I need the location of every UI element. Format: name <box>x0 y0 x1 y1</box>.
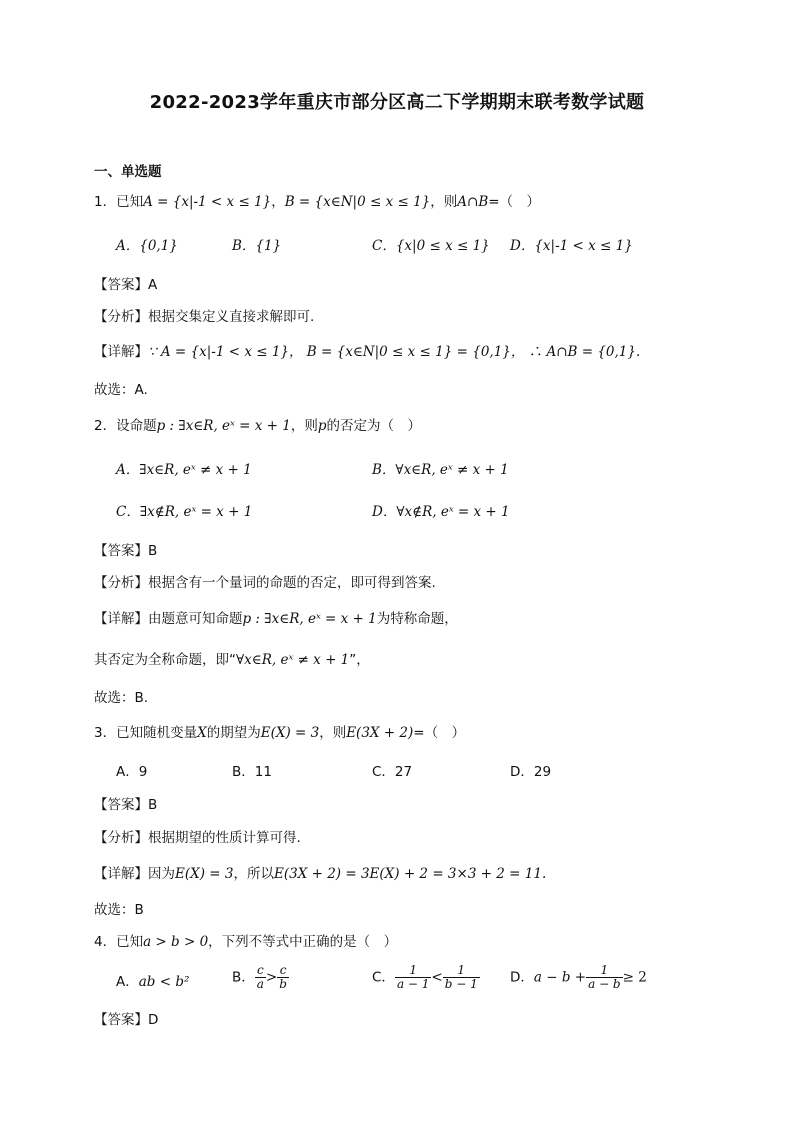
q4-option-b-frac1: $\frac{c}{a}$ <box>256 963 264 991</box>
q1-detail <box>94 342 640 362</box>
q3-e3: E(3X + 2) <box>346 725 414 741</box>
q3-option-c: C．27 <box>372 764 413 780</box>
detail-tag: 【详解】 <box>94 344 148 360</box>
q2-detail-prop: p : ∃x∈R, eˣ = x + 1 <box>242 611 377 627</box>
q2-detail <box>94 609 458 629</box>
answer-tag: 【答案】 <box>94 277 148 293</box>
analysis-tag: 【分析】 <box>94 309 148 325</box>
q4-option-a-label: A． <box>116 974 139 990</box>
q2-prop: p : ∃x∈R, eˣ = x + 1 <box>156 418 291 434</box>
q1-number: 1． <box>94 194 117 210</box>
q1-conclusion: 故选：A. <box>94 382 148 398</box>
q1-option-b: B．{1} <box>232 238 282 254</box>
q1-answer <box>94 275 157 295</box>
section-heading: 一、单选题 <box>94 164 162 180</box>
detail-tag: 【详解】 <box>94 611 148 627</box>
q3-detail-b: ，所以 <box>233 866 274 882</box>
q4-option-d-label: D． <box>510 969 534 986</box>
page-title: 2022-2023学年重庆市部分区高二下学期期末联考数学试题 <box>149 92 645 113</box>
q3-analysis-text: 根据期望的性质计算可得. <box>148 830 301 846</box>
answer-tag: 【答案】 <box>94 1012 148 1028</box>
q3-number: 3． <box>94 725 117 741</box>
q4-stem-a: 已知 <box>116 934 144 950</box>
q4-option-d-pre: a − b + <box>533 969 587 986</box>
q4-option-c-op: < <box>431 969 443 986</box>
q3-stem-d: =（ ） <box>413 725 466 741</box>
q4-option-b-label: B． <box>232 969 255 986</box>
q2-answer <box>94 541 157 561</box>
q2-analysis-text: 根据含有一个量词的命题的否定，即可得到答案. <box>148 575 436 591</box>
q3-x: X <box>197 725 207 741</box>
q4-option-c-label: C． <box>372 969 395 986</box>
q4-option-b-frac2: $\frac{c}{b}$ <box>279 963 287 991</box>
q3-detail <box>94 864 546 884</box>
q2-detail-a: 由题意可知命题 <box>148 611 243 627</box>
q2-conclusion: 故选：B. <box>94 690 149 706</box>
q4-option-c-frac2: $\frac{1}{b - 1}$ <box>444 963 478 991</box>
q2-stem-prefix: 设命题 <box>116 418 157 434</box>
q3-detail-ex: E(X) = 3 <box>175 866 234 882</box>
q1-option-d: D．{x|-1 < x ≤ 1} <box>510 238 633 254</box>
q2-line2-expr: ∀x∈R, eˣ ≠ x + 1 <box>236 652 350 668</box>
q2-detail-b: 为特称命题， <box>376 611 458 627</box>
q3-detail-a: 因为 <box>148 866 175 882</box>
q3-option-d: D．29 <box>510 764 552 780</box>
q1-option-c: C．{x|0 ≤ x ≤ 1} <box>372 238 490 254</box>
q3-option-a: A．9 <box>116 764 148 780</box>
q1-set-b: B = {x∈N|0 ≤ x ≤ 1} <box>284 194 431 210</box>
analysis-tag: 【分析】 <box>94 575 148 591</box>
q4-option-c-frac1: $\frac{1}{a - 1}$ <box>396 963 430 991</box>
q1-analysis <box>94 307 314 327</box>
q4-stem-b: ，下列不等式中正确的是（ ） <box>208 934 398 950</box>
q2-option-b: B．∀x∈R, eˣ ≠ x + 1 <box>372 462 509 478</box>
q4-option-d-frac: $\frac{1}{a - b}$ <box>588 963 621 991</box>
q3-stem-b: 的期望为 <box>206 725 261 741</box>
q3-analysis <box>94 828 301 848</box>
q2-stem-end-a: ，则 <box>290 418 318 434</box>
question-4 <box>94 932 397 952</box>
q4-option-d-post: ≥ 2 <box>622 969 647 986</box>
q4-option-a-expr: ab < b² <box>138 974 190 990</box>
q2-option-a: A．∃x∈R, eˣ ≠ x + 1 <box>116 462 252 478</box>
question-2 <box>94 416 421 436</box>
q1-stem-prefix: 已知 <box>116 194 144 210</box>
q1-expr: A∩B <box>457 194 489 210</box>
q2-option-d: D．∀x∉R, eˣ = x + 1 <box>372 504 510 520</box>
q2-p: p <box>317 418 327 434</box>
q4-option-b-op: > <box>265 969 278 986</box>
q3-option-b: B．11 <box>232 764 272 780</box>
q1-option-a: A．{0,1} <box>116 238 178 254</box>
q1-sep: ， <box>271 194 285 210</box>
q1-stem-mid: ，则 <box>430 194 458 210</box>
q4-option-a <box>116 972 189 992</box>
answer-tag: 【答案】 <box>94 543 148 559</box>
q4-option-d <box>510 964 647 991</box>
q3-answer-value: B <box>148 797 158 813</box>
q4-option-b <box>232 964 289 991</box>
question-1 <box>94 192 540 212</box>
q2-line2-a: 其否定为全称命题，即“ <box>94 652 236 668</box>
q1-detail-text: ∵ A = {x|-1 < x ≤ 1}， B = {x∈N|0 ≤ x ≤ 1} = {0,1}， ∴ A∩B = {0,1}. <box>148 344 641 360</box>
question-3 <box>94 723 465 743</box>
q1-answer-value: A <box>148 277 158 293</box>
q2-option-c: C．∃x∉R, eˣ = x + 1 <box>116 504 253 520</box>
q4-option-c <box>372 964 480 991</box>
q3-ex: E(X) = 3 <box>260 725 320 741</box>
q1-stem-end: =（ ） <box>488 194 541 210</box>
q3-detail-calc: E(3X + 2) = 3E(X) + 2 = 3×3 + 2 = 11. <box>273 866 547 882</box>
q4-number: 4． <box>94 934 117 950</box>
q4-answer <box>94 1010 158 1030</box>
q2-answer-value: B <box>148 543 158 559</box>
q2-detail-line2 <box>94 650 370 670</box>
q2-stem-end-b: 的否定为（ ） <box>326 418 421 434</box>
answer-tag: 【答案】 <box>94 797 148 813</box>
detail-tag: 【详解】 <box>94 866 148 882</box>
q2-line2-b: ”， <box>349 652 370 668</box>
q3-stem-a: 已知随机变量 <box>116 725 198 741</box>
q1-set-a: A = {x|-1 < x ≤ 1} <box>143 194 272 210</box>
q2-analysis <box>94 573 436 593</box>
q1-analysis-text: 根据交集定义直接求解即可. <box>148 309 315 325</box>
q3-stem-c: ，则 <box>319 725 347 741</box>
q3-conclusion: 故选：B <box>94 902 144 918</box>
q2-number: 2． <box>94 418 117 434</box>
q4-cond: a > b > 0 <box>143 934 209 950</box>
q3-answer <box>94 795 157 815</box>
analysis-tag: 【分析】 <box>94 830 148 846</box>
q4-answer-value: D <box>148 1012 159 1028</box>
